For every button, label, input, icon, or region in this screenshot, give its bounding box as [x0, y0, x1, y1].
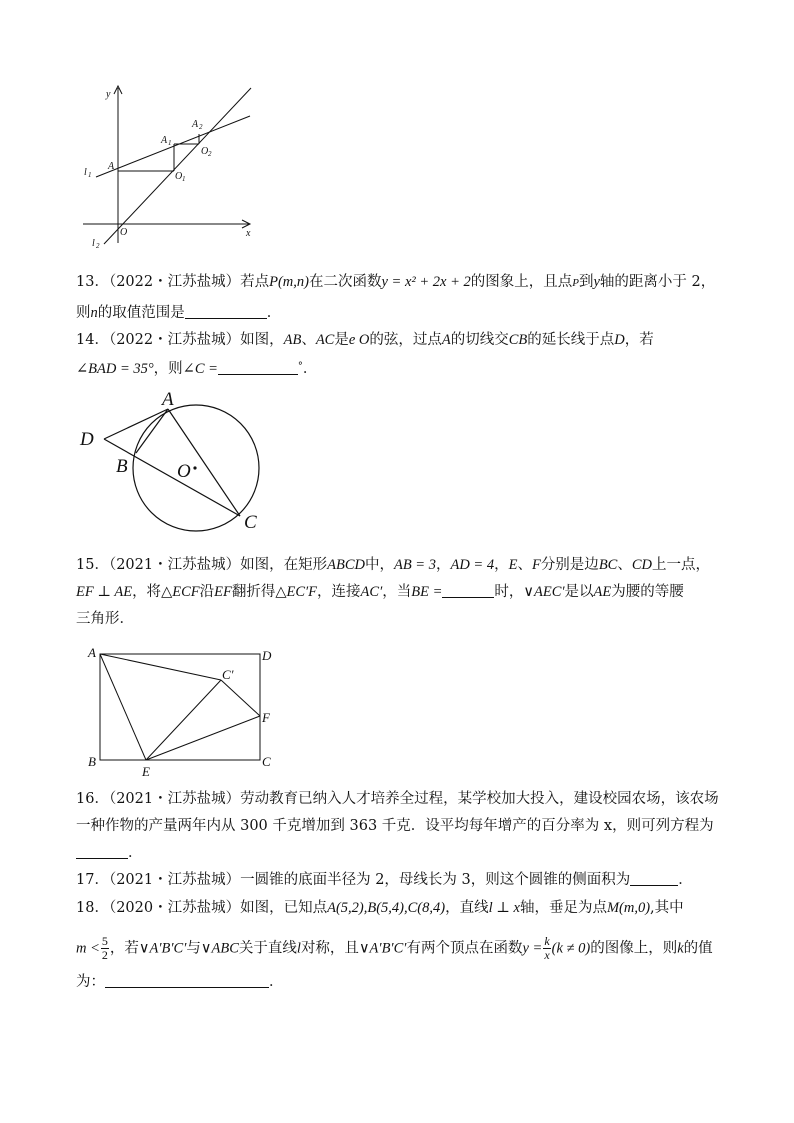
label-A1: A	[161, 135, 168, 146]
segment-AE	[100, 654, 146, 760]
label-D: D	[262, 648, 272, 663]
label-origin: O	[120, 227, 128, 238]
line-l2	[104, 88, 251, 244]
label-A1-sub: 1	[168, 139, 172, 147]
label-B: B	[88, 754, 96, 769]
label-C: C	[262, 754, 271, 769]
label-l2: l	[92, 238, 95, 249]
label-F: F	[262, 710, 270, 725]
label-l2-sub: 2	[96, 242, 100, 250]
answer-blank-18[interactable]	[105, 973, 269, 988]
figure-circle	[76, 386, 276, 536]
question-17: 17．（2021・江苏盐城）一圆锥的底面半径为 2，母线长为 3，则这个圆锥的侧面积为 ．	[76, 872, 693, 888]
segment-CpF	[221, 680, 260, 716]
answer-blank-15[interactable]	[442, 583, 494, 598]
fraction-five-halves: $\frac{5}{2}$	[101, 934, 108, 962]
label-C: C	[244, 512, 257, 533]
center-dot	[193, 466, 196, 469]
tangent-DA	[104, 409, 168, 439]
question-14-line2: ∠BAD = 35°，则∠C = °．	[76, 361, 318, 377]
question-16-line1: 16．（2021・江苏盐城）劳动教育已纳入人才培养全过程，某学校加大投入，建设校园农场，该农场	[76, 791, 719, 807]
answer-blank-16[interactable]	[76, 844, 128, 859]
question-13-line2: 则n的取值范围是 ．	[76, 305, 282, 321]
question-16-line3: ．	[76, 843, 143, 863]
label-D: D	[80, 429, 94, 450]
figure-rectangle	[84, 640, 284, 780]
question-18-line3: 为： ．	[76, 974, 284, 990]
answer-blank-17[interactable]	[630, 871, 678, 886]
label-O2-sub: 2	[208, 150, 212, 158]
line-DC	[104, 439, 240, 516]
rectangle-ABCD	[100, 654, 260, 760]
label-l1: l	[84, 167, 87, 178]
answer-blank-13[interactable]	[185, 304, 267, 319]
label-O: O	[177, 461, 191, 482]
label-O1: O	[175, 171, 183, 182]
question-18-line2: m < $\frac{5}{2}$ ，若∨A′B′C′与∨ABC关于直线l对称，且∨A′B′C′有两个顶点在函数y = $\frac{k}{x}$ (k ≠ 0)的图像上，则k的值	[76, 934, 713, 962]
label-A2: A	[192, 119, 199, 130]
segment-ACp	[100, 654, 221, 680]
segment-EF	[146, 716, 260, 760]
question-13-line1: 13．（2022・江苏盐城）若点P(m,n)在二次函数y = x² + 2x + 2的图象上，且点P到y轴的距离小于 2，	[76, 274, 716, 290]
label-y: y	[106, 89, 111, 100]
label-A: A	[88, 645, 96, 660]
question-16-line2: 一种作物的产量两年内从 300 千克增加到 363 千克．设平均每年增产的百分率为 x，则可列方程为	[76, 818, 714, 834]
question-15-line3: 三角形．	[76, 611, 134, 627]
label-x: x	[246, 228, 251, 239]
label-A: A	[108, 161, 115, 172]
question-15-line1: 15．（2021・江苏盐城）如图，在矩形ABCD中，AB = 3，AD = 4，E、F分别是边BC、CD上一点，	[76, 557, 710, 573]
label-O1-sub: 1	[182, 175, 186, 183]
question-15-line2: EF ⊥ AE，将△ECF沿EF翻折得△EC′F，连接AC′，当BE = 时，∨AEC′是以AE为腰的等腰	[76, 584, 684, 600]
fraction-k-over-x: $\frac{k}{x}$	[544, 934, 550, 962]
label-O2: O	[201, 146, 209, 157]
label-E: E	[142, 764, 150, 779]
label-B: B	[116, 456, 128, 477]
figure-coordinate-lines	[78, 78, 268, 253]
label-A: A	[162, 389, 174, 410]
label-A2-sub: 2	[199, 123, 203, 131]
segment-ECp	[146, 680, 221, 760]
question-14-line1: 14．（2022・江苏盐城）如图，AB、AC是e O的弦，过点A的切线交CB的延长线于点D，若	[76, 332, 654, 348]
chord-AB	[136, 409, 168, 453]
label-Cprime: C′	[222, 667, 234, 682]
question-18-line1: 18．（2020・江苏盐城）如图，已知点A(5,2),B(5,4),C(8,4)，直线l ⊥ x轴，垂足为点M(m,0),其中	[76, 900, 684, 916]
answer-blank-14[interactable]	[218, 360, 298, 375]
line-l1	[96, 116, 250, 177]
label-l1-sub: 1	[88, 171, 92, 179]
